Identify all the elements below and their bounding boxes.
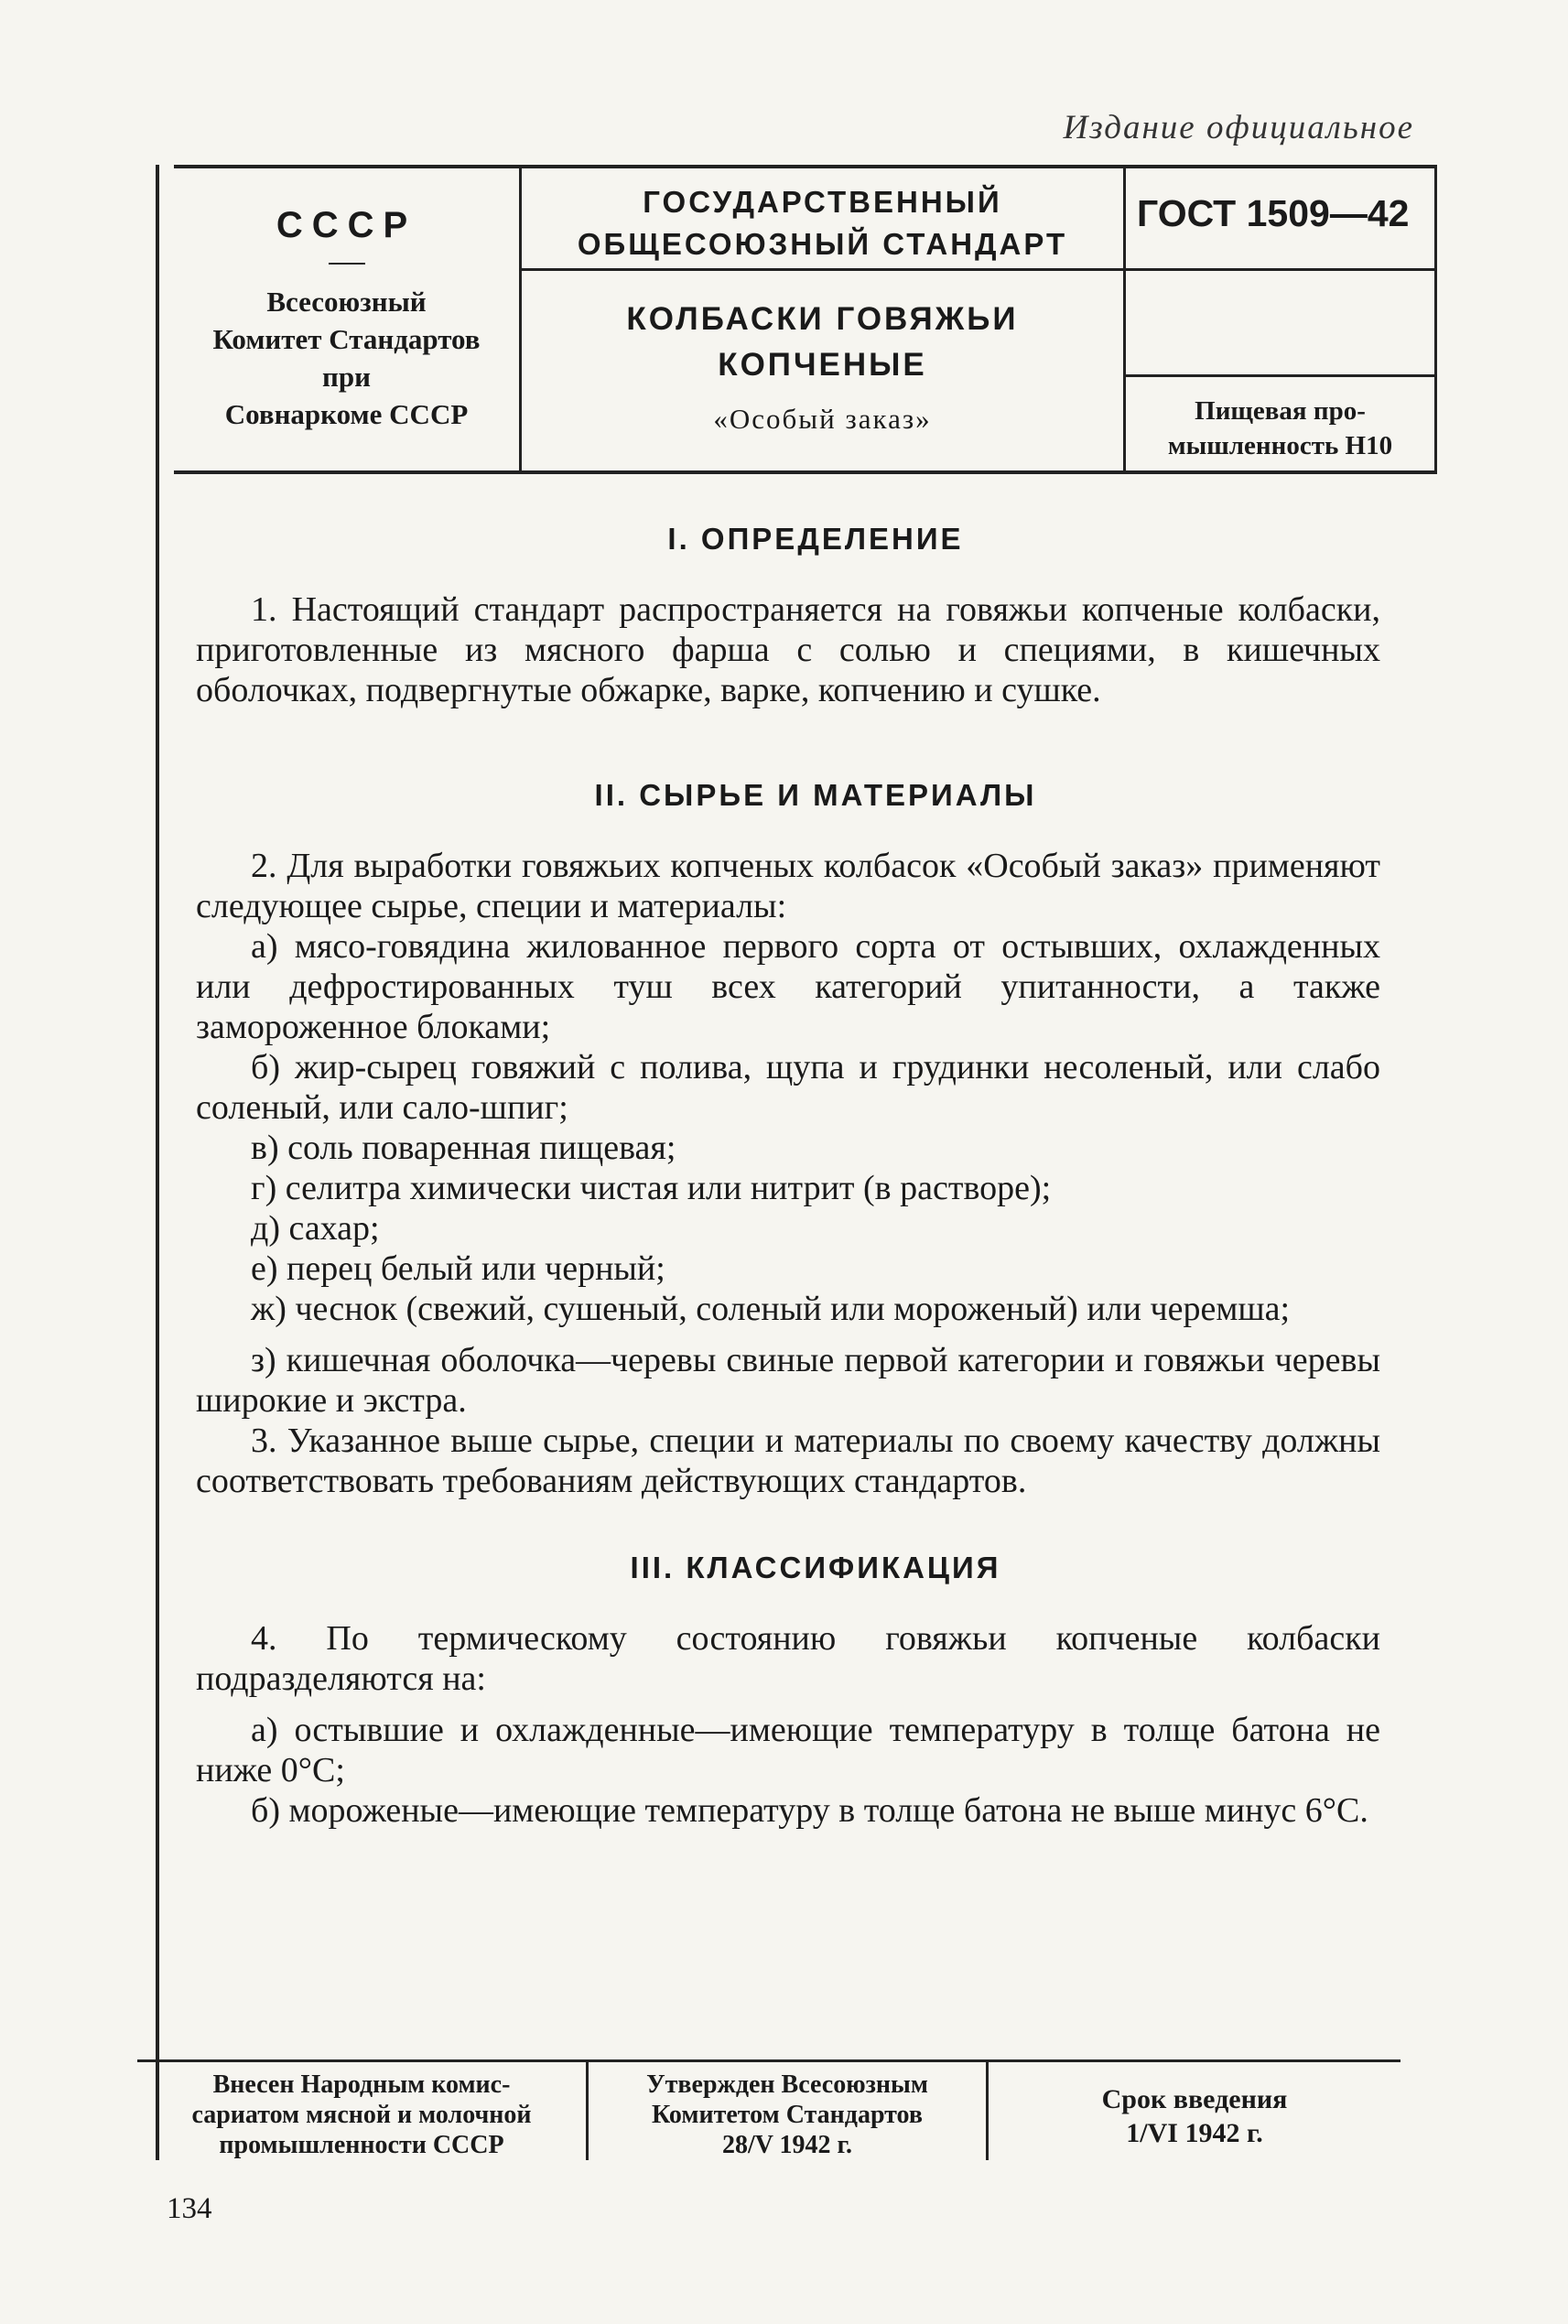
list-item: д) сахар; [251,1209,380,1248]
list-item: б) мороженые—имеющие температуру в толще батона не выше минус 6°С. [251,1791,1368,1830]
list-item: з) кишечная оболочка—черевы свиные первой категории и говяжьи черевы широкие и экстра. [196,1341,1380,1420]
empty-cell [1126,271,1434,377]
document-body [196,522,1380,1831]
list-item: в) соль поваренная пищевая; [251,1129,676,1167]
list-item: а) остывшие и охлажденные—имеющие температуру в толще батона не ниже 0°С; [196,1711,1380,1789]
standard-type: ГОСУДАРСТВЕННЫЙ ОБЩЕСОЮЗНЫЙ СТАНДАРТ [522,168,1123,271]
paragraph: 1. Настоящий стандарт распространяется на говяжьи копченые колбаски, приготовленные из мясного фарша с солью и специями, в кишечных оболочках, подвергнутые обжарке, варке, копчению и сушке. [196,590,1380,709]
title-column [522,168,1126,470]
gost-number: ГОСТ 1509—42 [1126,168,1434,271]
product-subtitle: «Особый заказ» [713,403,932,435]
list-item: е) перец белый или черный; [251,1249,665,1288]
section-heading-materials: II. СЫРЬЕ И МАТЕРИАЛЫ [594,778,1037,812]
issuer-column [174,168,522,470]
country-name: СССР [276,205,417,245]
section-heading-classification: III. КЛАССИФИКАЦИЯ [630,1551,1001,1584]
paragraph: 2. Для выработки говяжьих копченых колбасок «Особый заказ» применяют следующее сырье, специи и материалы: [196,847,1380,925]
list-item: ж) чеснок (свежий, сушеный, соленый или мороженый) или черемша; [251,1290,1291,1328]
gost-column [1126,168,1437,470]
left-margin-rule [156,165,159,2160]
industry-category: Пищевая про- мышленность Н10 [1167,396,1393,460]
divider-dash [329,263,365,265]
list-item: а) мясо-говядина жилованное первого сорта от остывших, охлажденных или дефростированных туш всех категорий упитанности, а также замороженное блоками; [196,927,1380,1046]
footer-block [137,2059,1400,2160]
committee-name: Всесоюзный Комитет Стандартов при Совнаркоме СССР [212,286,481,430]
paragraph: 4. По термическому состоянию говяжьи копченые колбаски подразделяются на: [196,1619,1380,1698]
list-item: г) селитра химически чистая или нитрит (в растворе); [251,1169,1052,1207]
edition-note: Издание официальное [1063,109,1414,146]
effective-date: Срок введения 1/VI 1942 г. [1101,2084,1288,2148]
list-item: б) жир-сырец говяжий с полива, щупа и грудинки несоленый, или слабо соленый, или сало-шпиг; [196,1048,1380,1127]
approved-by: Утвержден Всесоюзным Комитетом Стандартов 28/V 1942 г. [586,2062,989,2160]
header-block [174,165,1437,474]
introduced-by: Внесен Народным комис- сариатом мясной и молочной промышленности СССР [191,2070,532,2159]
page-number: 134 [167,2192,212,2225]
product-title: КОЛБАСКИ ГОВЯЖЬИ КОПЧЕНЫЕ [626,301,1019,383]
paragraph: 3. Указанное выше сырье, специи и материалы по своему качеству должны соответствовать требованиям действующих стандартов. [196,1421,1380,1500]
section-heading-definition: I. ОПРЕДЕЛЕНИЕ [667,522,964,556]
